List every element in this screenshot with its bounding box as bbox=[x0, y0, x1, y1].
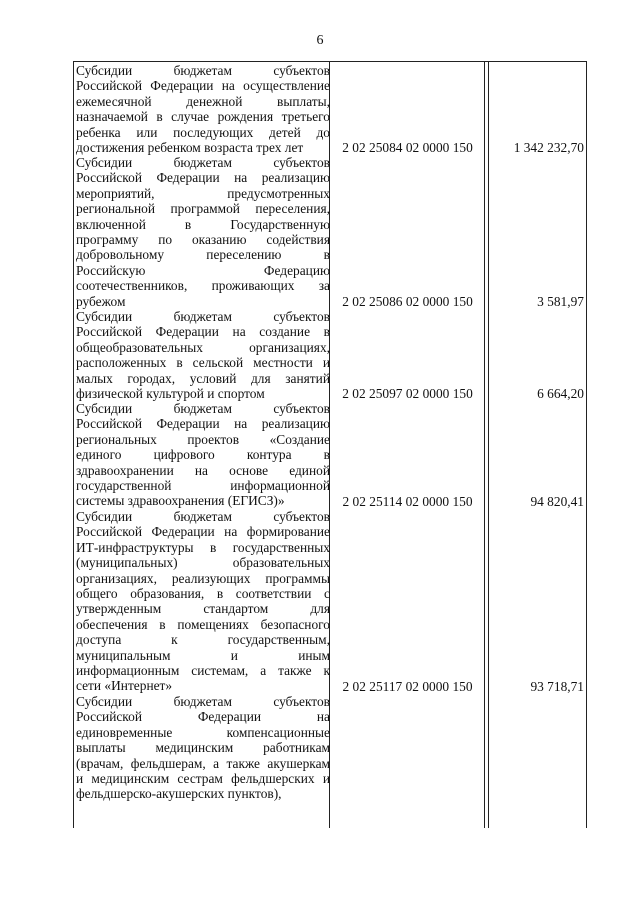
description-line: муниципальным и иным bbox=[76, 647, 330, 663]
description-line: обеспечения в помещениях безопасного bbox=[76, 616, 330, 632]
budget-code: 2 02 25086 02 0000 150 bbox=[342, 294, 473, 309]
description-line: Субсидии бюджетам субъектов bbox=[76, 401, 330, 416]
description-line: информационным системам, а также к bbox=[76, 663, 330, 679]
row-description bbox=[76, 509, 330, 694]
column-divider-2 bbox=[484, 62, 485, 828]
description-line: Субсидии бюджетам субъектов bbox=[76, 63, 330, 78]
description-line: ребенка или последующих детей до bbox=[76, 124, 330, 140]
description-line: Российскую Федерацию bbox=[76, 262, 330, 278]
description-line: соотечественников, проживающих за bbox=[76, 278, 330, 294]
description-line: региональных проектов «Создание bbox=[76, 431, 330, 447]
row-description bbox=[76, 401, 330, 509]
description-line: (муниципальных) образовательных bbox=[76, 555, 330, 571]
description-line: достижения ребенком возраста трех лет bbox=[76, 140, 304, 156]
description-line: организациях, реализующих программы bbox=[76, 570, 330, 586]
description-line: государственной информационной bbox=[76, 478, 330, 494]
description-line: и медицинским сестрам фельдшерских и bbox=[76, 771, 330, 787]
page-number: 6 bbox=[316, 33, 324, 48]
description-line: системы здравоохранения (ЕГИСЗ)» bbox=[76, 493, 285, 509]
budget-code: 2 02 25117 02 0000 150 bbox=[342, 679, 473, 694]
description-line: мероприятий, предусмотренных bbox=[76, 185, 330, 201]
description-line: выплаты медицинским работникам bbox=[76, 740, 330, 756]
amount: 6 664,20 bbox=[537, 386, 584, 401]
row-description bbox=[76, 155, 330, 309]
description-line: региональной программой переселения, bbox=[76, 201, 330, 217]
description-line: Российской Федерации на формирование bbox=[76, 524, 330, 540]
description-line: программу по оказанию содействия bbox=[76, 232, 330, 248]
description-line: ежемесячной денежной выплаты, bbox=[76, 93, 330, 109]
description-line: добровольному переселению в bbox=[76, 247, 330, 263]
description-line: ИТ-инфраструктуры в государственных bbox=[76, 539, 330, 555]
description-line: единого цифрового контура в bbox=[76, 447, 330, 463]
amount: 94 820,41 bbox=[530, 494, 584, 509]
description-line: Субсидии бюджетам субъектов bbox=[76, 155, 330, 170]
description-line: (врачам, фельдшерам, а также акушеркам bbox=[76, 755, 330, 771]
amount: 1 342 232,70 bbox=[513, 140, 584, 155]
description-line: доступа к государственным, bbox=[76, 632, 330, 648]
description-line: сети «Интернет» bbox=[76, 678, 173, 694]
description-line: рубежом bbox=[76, 293, 126, 309]
budget-code: 2 02 25084 02 0000 150 bbox=[342, 140, 473, 155]
description-line: назначаемой в случае рождения третьего bbox=[76, 109, 330, 125]
description-line: малых городах, условий для занятий bbox=[76, 370, 330, 386]
description-line: утвержденным стандартом для bbox=[76, 601, 330, 617]
description-line: единовременные компенсационные bbox=[76, 724, 330, 740]
column-divider-2b bbox=[488, 62, 489, 828]
description-line: Субсидии бюджетам субъектов bbox=[76, 509, 330, 524]
row-description bbox=[76, 63, 330, 155]
description-line: общего образования, в соответствии с bbox=[76, 586, 330, 602]
description-line: включенной в Государственную bbox=[76, 216, 330, 232]
description-line: Российской Федерации на создание в bbox=[76, 324, 330, 340]
description-line: Российской Федерации на реализацию bbox=[76, 416, 330, 432]
row-description bbox=[76, 309, 330, 401]
description-line: Субсидии бюджетам субъектов bbox=[76, 694, 330, 709]
description-line: Субсидии бюджетам субъектов bbox=[76, 309, 330, 324]
description-line: фельдшерско-акушерских пунктов), bbox=[76, 786, 282, 802]
description-line: расположенных в сельской местности и bbox=[76, 355, 330, 371]
description-line: общеобразовательных организациях, bbox=[76, 339, 330, 355]
description-line: физической культурой и спортом bbox=[76, 386, 265, 402]
row-description bbox=[76, 694, 330, 802]
amount: 93 718,71 bbox=[530, 679, 584, 694]
budget-table bbox=[73, 61, 587, 828]
budget-code: 2 02 25114 02 0000 150 bbox=[342, 494, 473, 509]
amount: 3 581,97 bbox=[537, 294, 584, 309]
description-line: Российской Федерации на осуществление bbox=[76, 78, 330, 94]
budget-code: 2 02 25097 02 0000 150 bbox=[342, 386, 473, 401]
description-line: здравоохранении на основе единой bbox=[76, 462, 330, 478]
description-line: Российской Федерации на реализацию bbox=[76, 170, 330, 186]
description-line: Российской Федерации на bbox=[76, 709, 330, 725]
